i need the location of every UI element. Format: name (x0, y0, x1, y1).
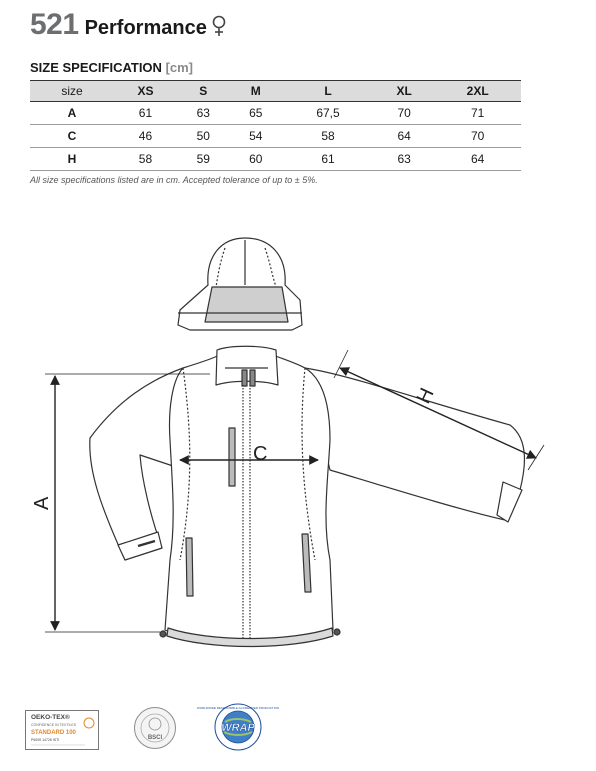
table-cell: 60 (230, 148, 283, 171)
table-cell: 59 (177, 148, 230, 171)
table-cell: 58 (114, 148, 177, 171)
table-cell: 61 (114, 102, 177, 125)
table-row (30, 148, 521, 171)
chest-pocket-zip (229, 428, 235, 486)
oeko-tex-badge (25, 710, 99, 750)
table-cell: 63 (374, 148, 434, 171)
wrap-badge (196, 702, 280, 752)
measure-h-tick-top (334, 350, 348, 378)
measure-h-label: H (412, 384, 439, 408)
jacket-body (165, 350, 333, 641)
measure-c-label: C (253, 443, 268, 465)
female-symbol-icon (210, 14, 228, 38)
collar-zip-pull-right (250, 370, 255, 386)
size-spec-unit: [cm] (165, 60, 194, 75)
table-cell: 64 (374, 125, 434, 148)
table-cell: 61 (282, 148, 374, 171)
row-label: A (30, 102, 114, 125)
table-cell: 50 (177, 125, 230, 148)
oeko-number: P6005 14726 ISTI (31, 738, 60, 742)
model-name: Performance (84, 17, 207, 39)
oeko-subtitle: CONFIDENCE IN TEXTILES (31, 723, 77, 727)
size-col-header: 2XL (434, 81, 521, 102)
table-cell: 54 (230, 125, 283, 148)
size-col-header: XL (374, 81, 434, 102)
table-cell: 70 (374, 102, 434, 125)
row-label: H (30, 148, 114, 171)
product-header (30, 8, 228, 44)
table-cell: 71 (434, 102, 521, 125)
size-table (30, 80, 521, 171)
size-col-header: M (230, 81, 283, 102)
model-number: 521 (30, 8, 79, 41)
oeko-standard: STANDARD 100 (31, 730, 76, 736)
table-cell: 65 (230, 102, 283, 125)
wrap-text: WRAP (221, 722, 255, 734)
size-col-header: L (282, 81, 374, 102)
size-col-header: S (177, 81, 230, 102)
table-cell: 67,5 (282, 102, 374, 125)
size-spec-title (30, 60, 193, 75)
right-sleeve (305, 368, 524, 520)
table-cell: 70 (434, 125, 521, 148)
tolerance-note: All size specifications listed are in cm. Accepted tolerance of up to ± 5%. (30, 175, 318, 185)
table-cell: 64 (434, 148, 521, 171)
left-sleeve (90, 368, 185, 560)
size-corner-cell: size (30, 81, 114, 102)
table-row (30, 102, 521, 125)
jacket-technical-drawing (0, 230, 596, 655)
hood-inner (205, 287, 288, 322)
bsci-badge (133, 706, 177, 750)
collar-zip-pull-left (242, 370, 247, 386)
hem-toggle-right (334, 629, 340, 635)
bsci-text: BSCI (147, 735, 163, 741)
table-row (30, 125, 521, 148)
table-cell: 58 (282, 125, 374, 148)
hem-toggle-left (160, 631, 166, 637)
size-header-row (30, 81, 521, 102)
left-pocket-zip (186, 538, 193, 596)
oeko-title: OEKO-TEX® (31, 714, 70, 721)
size-spec-title-text: SIZE SPECIFICATION (30, 60, 162, 75)
measure-h-tick-bottom (528, 445, 544, 470)
size-col-header: XS (114, 81, 177, 102)
measure-a-label: A (31, 496, 53, 510)
table-cell: 46 (114, 125, 177, 148)
wrap-ring-text: WORLDWIDE RESPONSIBLE ACCREDITED PRODUCTION (196, 706, 280, 710)
table-cell: 63 (177, 102, 230, 125)
row-label: C (30, 125, 114, 148)
